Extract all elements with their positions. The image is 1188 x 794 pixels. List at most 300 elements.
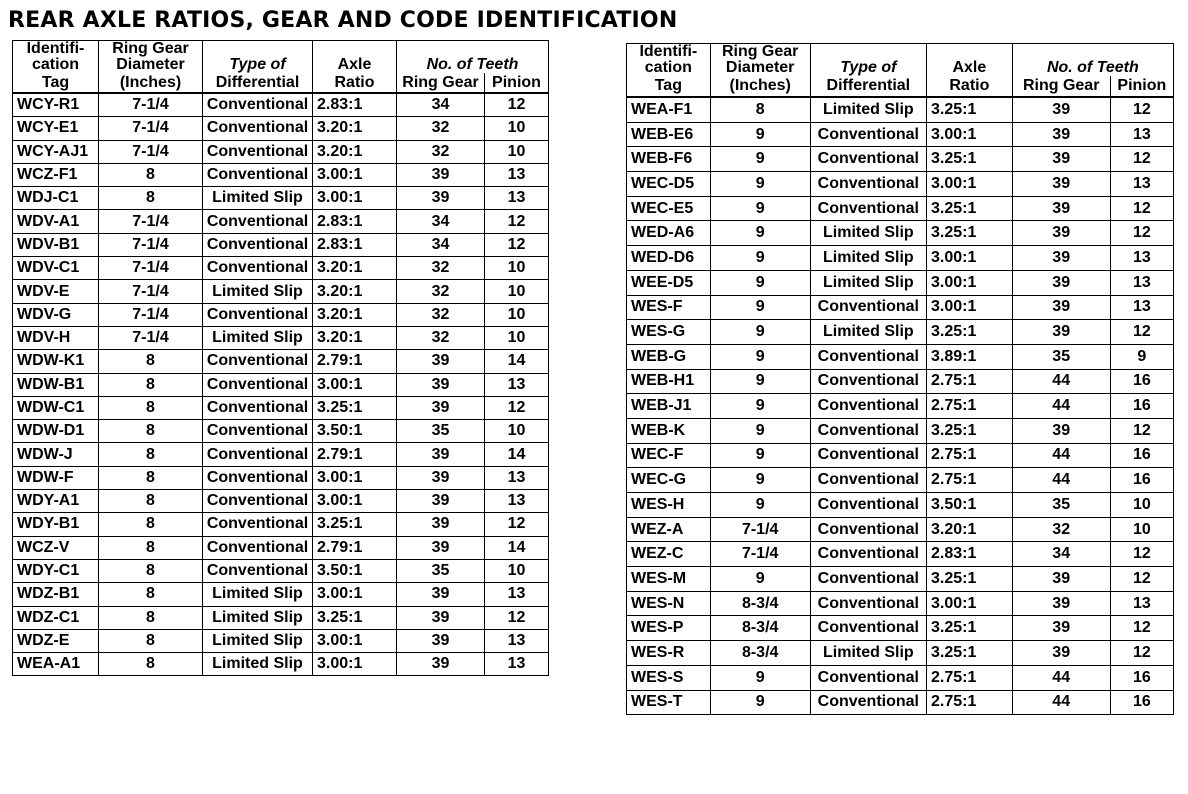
table-row [13, 396, 549, 419]
cell-pinion-teeth: 16 [1110, 665, 1173, 690]
cell-axle-ratio: 3.25:1 [927, 97, 1013, 122]
cell-pinion-teeth: 13 [485, 653, 549, 676]
cell-differential-type: Conventional [203, 257, 313, 280]
cell-pinion-teeth: 13 [1110, 122, 1173, 147]
cell-axle-ratio: 3.00:1 [313, 466, 397, 489]
cell-ring-gear-teeth: 34 [397, 210, 485, 233]
cell-ring-gear-diameter: 7-1/4 [99, 326, 203, 349]
table-row [13, 559, 549, 582]
cell-axle-ratio: 3.00:1 [927, 246, 1013, 271]
cell-ring-gear-diameter: 8 [99, 606, 203, 629]
cell-pinion-teeth: 10 [485, 303, 549, 326]
table-row [627, 690, 1174, 715]
cell-ring-gear-teeth: 39 [397, 653, 485, 676]
cell-ring-gear-teeth: 39 [397, 466, 485, 489]
cell-pinion-teeth: 12 [1110, 196, 1173, 221]
cell-ring-gear-teeth: 39 [1012, 221, 1110, 246]
cell-ring-gear-teeth: 39 [1012, 320, 1110, 345]
cell-ring-gear-diameter: 8 [99, 559, 203, 582]
cell-differential-type: Conventional [203, 163, 313, 186]
cell-ring-gear-diameter: 9 [710, 122, 810, 147]
cell-axle-ratio: 3.25:1 [927, 147, 1013, 172]
cell-pinion-teeth: 13 [1110, 246, 1173, 271]
cell-ring-gear-teeth: 39 [1012, 641, 1110, 666]
table-row [13, 443, 549, 466]
cell-axle-ratio: 3.20:1 [313, 257, 397, 280]
cell-pinion-teeth: 12 [1110, 97, 1173, 122]
cell-ring-gear-teeth: 34 [397, 93, 485, 117]
cell-pinion-teeth: 16 [1110, 369, 1173, 394]
cell-axle-ratio: 3.00:1 [927, 270, 1013, 295]
cell-ring-gear-teeth: 32 [397, 303, 485, 326]
header-type-of-differential: Type of [810, 60, 926, 76]
cell-pinion-teeth: 13 [485, 373, 549, 396]
cell-differential-type: Limited Slip [810, 270, 926, 295]
cell-id-tag: WEZ-C [627, 542, 711, 567]
cell-pinion-teeth: 13 [1110, 591, 1173, 616]
cell-ring-gear-teeth: 35 [1012, 493, 1110, 518]
cell-pinion-teeth: 12 [485, 513, 549, 536]
cell-id-tag: WDZ-C1 [13, 606, 99, 629]
cell-ring-gear-diameter: 9 [710, 665, 810, 690]
cell-axle-ratio: 2.79:1 [313, 350, 397, 373]
cell-ring-gear-diameter: 8 [99, 420, 203, 443]
cell-pinion-teeth: 10 [485, 257, 549, 280]
cell-id-tag: WDV-C1 [13, 257, 99, 280]
cell-axle-ratio: 3.00:1 [313, 187, 397, 210]
cell-ring-gear-teeth: 39 [1012, 246, 1110, 271]
cell-ring-gear-diameter: 9 [710, 394, 810, 419]
cell-pinion-teeth: 10 [1110, 493, 1173, 518]
cell-differential-type: Limited Slip [203, 280, 313, 303]
table-row [627, 97, 1174, 122]
cell-axle-ratio: 3.25:1 [927, 567, 1013, 592]
cell-ring-gear-teeth: 39 [1012, 567, 1110, 592]
cell-ring-gear-diameter: 9 [710, 418, 810, 443]
cell-axle-ratio: 3.00:1 [313, 629, 397, 652]
table-row [13, 373, 549, 396]
cell-ring-gear-teeth: 39 [397, 396, 485, 419]
cell-differential-type: Limited Slip [810, 641, 926, 666]
cell-ring-gear-teeth: 39 [397, 163, 485, 186]
cell-ring-gear-diameter: 8 [99, 396, 203, 419]
cell-id-tag: WDW-C1 [13, 396, 99, 419]
cell-ring-gear-diameter: 8 [99, 653, 203, 676]
cell-pinion-teeth: 14 [485, 443, 549, 466]
table-row [627, 172, 1174, 197]
cell-ring-gear-diameter: 9 [710, 369, 810, 394]
cell-pinion-teeth: 12 [485, 210, 549, 233]
cell-ring-gear-diameter: 9 [710, 567, 810, 592]
table-row [627, 418, 1174, 443]
cell-differential-type: Conventional [203, 117, 313, 140]
cell-id-tag: WDY-C1 [13, 559, 99, 582]
table-row [13, 629, 549, 652]
cell-ring-gear-diameter: 7-1/4 [99, 280, 203, 303]
cell-differential-type: Conventional [203, 396, 313, 419]
cell-ring-gear-diameter: 8 [710, 97, 810, 122]
cell-differential-type: Conventional [203, 490, 313, 513]
cell-ring-gear-teeth: 44 [1012, 468, 1110, 493]
cell-id-tag: WDV-A1 [13, 210, 99, 233]
table-row [627, 493, 1174, 518]
cell-id-tag: WEC-G [627, 468, 711, 493]
cell-id-tag: WES-F [627, 295, 711, 320]
cell-differential-type: Conventional [203, 513, 313, 536]
table-row [13, 466, 549, 489]
cell-axle-ratio: 3.00:1 [313, 163, 397, 186]
cell-ring-gear-teeth: 39 [397, 443, 485, 466]
cell-differential-type: Conventional [810, 517, 926, 542]
header-identification-tag: Identifi- [627, 44, 711, 61]
cell-differential-type: Limited Slip [203, 629, 313, 652]
header-no-of-teeth: No. of Teeth [397, 57, 549, 73]
header-pinion-teeth: Pinion [1110, 76, 1173, 97]
cell-differential-type: Conventional [810, 344, 926, 369]
cell-axle-ratio: 3.20:1 [313, 326, 397, 349]
cell-id-tag: WDZ-E [13, 629, 99, 652]
cell-differential-type: Limited Slip [810, 320, 926, 345]
table-row [627, 221, 1174, 246]
cell-ring-gear-teeth: 39 [397, 373, 485, 396]
cell-pinion-teeth: 10 [485, 559, 549, 582]
cell-ring-gear-diameter: 9 [710, 147, 810, 172]
cell-ring-gear-teeth: 35 [1012, 344, 1110, 369]
cell-ring-gear-diameter: 8-3/4 [710, 616, 810, 641]
cell-ring-gear-teeth: 32 [397, 326, 485, 349]
cell-differential-type: Conventional [810, 468, 926, 493]
axle-ratio-table-right [626, 43, 1174, 715]
cell-ring-gear-teeth: 39 [1012, 591, 1110, 616]
cell-id-tag: WEA-F1 [627, 97, 711, 122]
cell-id-tag: WES-M [627, 567, 711, 592]
cell-differential-type: Conventional [203, 233, 313, 256]
cell-differential-type: Conventional [810, 172, 926, 197]
cell-ring-gear-teeth: 39 [1012, 616, 1110, 641]
table-header: Identifi- Ring Gear cation Diameter Type of Axle No. of Teeth Tag (Inches) Differential Ratio Ring Gear Pinion [627, 44, 1174, 98]
cell-id-tag: WED-D6 [627, 246, 711, 271]
cell-ring-gear-diameter: 9 [710, 295, 810, 320]
cell-ring-gear-diameter: 9 [710, 443, 810, 468]
cell-ring-gear-diameter: 7-1/4 [99, 93, 203, 117]
table-row [13, 233, 549, 256]
table-row [627, 344, 1174, 369]
cell-ring-gear-teeth: 39 [397, 536, 485, 559]
cell-differential-type: Conventional [203, 420, 313, 443]
cell-axle-ratio: 2.83:1 [313, 93, 397, 117]
cell-pinion-teeth: 12 [485, 233, 549, 256]
cell-ring-gear-diameter: 9 [710, 246, 810, 271]
cell-id-tag: WEC-D5 [627, 172, 711, 197]
cell-pinion-teeth: 10 [485, 117, 549, 140]
table-body [13, 93, 549, 676]
cell-ring-gear-teeth: 32 [1012, 517, 1110, 542]
cell-differential-type: Conventional [810, 295, 926, 320]
cell-differential-type: Conventional [810, 122, 926, 147]
cell-ring-gear-diameter: 8 [99, 163, 203, 186]
header-axle-ratio: Axle [313, 57, 397, 73]
cell-differential-type: Limited Slip [810, 246, 926, 271]
table-row [627, 641, 1174, 666]
table-row [13, 117, 549, 140]
cell-pinion-teeth: 10 [485, 420, 549, 443]
cell-ring-gear-diameter: 7-1/4 [99, 303, 203, 326]
cell-pinion-teeth: 12 [1110, 616, 1173, 641]
table-row [627, 320, 1174, 345]
cell-id-tag: WEB-K [627, 418, 711, 443]
table-row [13, 93, 549, 117]
table-row [627, 542, 1174, 567]
table-row [627, 122, 1174, 147]
cell-id-tag: WEE-D5 [627, 270, 711, 295]
cell-ring-gear-teeth: 39 [397, 513, 485, 536]
cell-axle-ratio: 3.00:1 [313, 583, 397, 606]
cell-differential-type: Conventional [810, 542, 926, 567]
cell-ring-gear-diameter: 8-3/4 [710, 641, 810, 666]
table-row [13, 210, 549, 233]
table-row [627, 616, 1174, 641]
cell-axle-ratio: 2.83:1 [313, 210, 397, 233]
cell-pinion-teeth: 13 [485, 490, 549, 513]
cell-differential-type: Conventional [203, 373, 313, 396]
cell-id-tag: WCY-R1 [13, 93, 99, 117]
cell-ring-gear-diameter: 7-1/4 [99, 233, 203, 256]
cell-ring-gear-diameter: 8 [99, 490, 203, 513]
cell-id-tag: WES-H [627, 493, 711, 518]
header-ring-gear-teeth: Ring Gear [1012, 76, 1110, 97]
cell-axle-ratio: 2.75:1 [927, 369, 1013, 394]
cell-ring-gear-diameter: 9 [710, 196, 810, 221]
cell-pinion-teeth: 13 [485, 187, 549, 210]
cell-axle-ratio: 3.00:1 [927, 122, 1013, 147]
cell-ring-gear-diameter: 8 [99, 629, 203, 652]
cell-id-tag: WDV-B1 [13, 233, 99, 256]
cell-differential-type: Conventional [203, 466, 313, 489]
cell-id-tag: WEC-E5 [627, 196, 711, 221]
cell-id-tag: WDW-K1 [13, 350, 99, 373]
cell-pinion-teeth: 13 [485, 466, 549, 489]
cell-id-tag: WDW-B1 [13, 373, 99, 396]
cell-ring-gear-diameter: 8 [99, 466, 203, 489]
cell-id-tag: WEZ-A [627, 517, 711, 542]
table-row [627, 517, 1174, 542]
cell-id-tag: WDW-J [13, 443, 99, 466]
cell-differential-type: Conventional [203, 536, 313, 559]
cell-differential-type: Limited Slip [810, 97, 926, 122]
cell-pinion-teeth: 13 [1110, 172, 1173, 197]
cell-ring-gear-teeth: 32 [397, 140, 485, 163]
header-type-of-differential: Type of [203, 57, 313, 73]
cell-ring-gear-diameter: 8 [99, 583, 203, 606]
cell-pinion-teeth: 12 [1110, 320, 1173, 345]
cell-ring-gear-diameter: 9 [710, 468, 810, 493]
page-title: REAR AXLE RATIOS, GEAR AND CODE IDENTIFICATION [8, 8, 678, 33]
cell-differential-type: Limited Slip [810, 221, 926, 246]
table-row [13, 536, 549, 559]
cell-ring-gear-diameter: 8 [99, 443, 203, 466]
table-row [13, 326, 549, 349]
cell-differential-type: Conventional [810, 690, 926, 715]
cell-axle-ratio: 2.79:1 [313, 443, 397, 466]
cell-pinion-teeth: 10 [485, 140, 549, 163]
table-row [627, 591, 1174, 616]
cell-ring-gear-diameter: 8 [99, 350, 203, 373]
cell-id-tag: WDZ-B1 [13, 583, 99, 606]
cell-ring-gear-teeth: 32 [397, 280, 485, 303]
cell-ring-gear-diameter: 7-1/4 [99, 140, 203, 163]
cell-pinion-teeth: 10 [1110, 517, 1173, 542]
cell-differential-type: Conventional [810, 567, 926, 592]
cell-id-tag: WED-A6 [627, 221, 711, 246]
cell-ring-gear-teeth: 39 [397, 606, 485, 629]
cell-id-tag: WES-N [627, 591, 711, 616]
cell-id-tag: WCY-AJ1 [13, 140, 99, 163]
cell-axle-ratio: 3.25:1 [927, 196, 1013, 221]
table-row [13, 420, 549, 443]
table-row [13, 653, 549, 676]
cell-axle-ratio: 3.00:1 [927, 172, 1013, 197]
table-row [13, 303, 549, 326]
cell-id-tag: WEB-E6 [627, 122, 711, 147]
cell-id-tag: WCZ-F1 [13, 163, 99, 186]
cell-differential-type: Conventional [203, 559, 313, 582]
cell-ring-gear-teeth: 39 [1012, 97, 1110, 122]
header-identification-tag: Identifi- [13, 41, 99, 58]
cell-differential-type: Conventional [810, 196, 926, 221]
cell-id-tag: WDY-B1 [13, 513, 99, 536]
cell-ring-gear-diameter: 7-1/4 [710, 517, 810, 542]
header-ring-gear-diameter: Ring Gear [710, 44, 810, 61]
cell-differential-type: Conventional [810, 147, 926, 172]
table-row [13, 606, 549, 629]
axle-ratio-table-left [12, 40, 549, 676]
cell-ring-gear-diameter: 9 [710, 172, 810, 197]
cell-axle-ratio: 3.25:1 [927, 641, 1013, 666]
header-axle-ratio: Axle [927, 60, 1013, 76]
cell-ring-gear-teeth: 44 [1012, 394, 1110, 419]
cell-pinion-teeth: 14 [485, 536, 549, 559]
table-row [627, 147, 1174, 172]
cell-pinion-teeth: 14 [485, 350, 549, 373]
cell-ring-gear-diameter: 7-1/4 [99, 257, 203, 280]
cell-axle-ratio: 3.25:1 [927, 616, 1013, 641]
table-row [627, 196, 1174, 221]
cell-axle-ratio: 3.25:1 [313, 513, 397, 536]
cell-pinion-teeth: 12 [485, 396, 549, 419]
cell-ring-gear-teeth: 44 [1012, 665, 1110, 690]
cell-pinion-teeth: 12 [1110, 542, 1173, 567]
cell-ring-gear-diameter: 9 [710, 270, 810, 295]
cell-id-tag: WCY-E1 [13, 117, 99, 140]
cell-pinion-teeth: 13 [485, 163, 549, 186]
cell-axle-ratio: 2.79:1 [313, 536, 397, 559]
cell-pinion-teeth: 13 [1110, 270, 1173, 295]
table-row [627, 665, 1174, 690]
header-ring-gear-diameter: Ring Gear [99, 41, 203, 58]
cell-differential-type: Conventional [810, 493, 926, 518]
cell-id-tag: WEB-G [627, 344, 711, 369]
cell-axle-ratio: 3.00:1 [313, 653, 397, 676]
cell-axle-ratio: 3.00:1 [313, 490, 397, 513]
cell-id-tag: WEB-H1 [627, 369, 711, 394]
table-row [627, 246, 1174, 271]
cell-axle-ratio: 2.75:1 [927, 394, 1013, 419]
table-row [13, 583, 549, 606]
cell-differential-type: Conventional [203, 140, 313, 163]
cell-axle-ratio: 2.75:1 [927, 665, 1013, 690]
cell-axle-ratio: 3.89:1 [927, 344, 1013, 369]
cell-axle-ratio: 3.20:1 [313, 140, 397, 163]
table-body [627, 97, 1174, 715]
cell-differential-type: Limited Slip [203, 653, 313, 676]
cell-differential-type: Conventional [203, 350, 313, 373]
cell-differential-type: Conventional [810, 394, 926, 419]
header-ring-gear-teeth: Ring Gear [397, 73, 485, 93]
cell-axle-ratio: 3.25:1 [927, 221, 1013, 246]
cell-pinion-teeth: 12 [485, 606, 549, 629]
cell-ring-gear-teeth: 32 [397, 257, 485, 280]
cell-differential-type: Limited Slip [203, 326, 313, 349]
cell-ring-gear-teeth: 44 [1012, 443, 1110, 468]
header-pinion-teeth: Pinion [485, 73, 549, 93]
cell-ring-gear-teeth: 39 [1012, 418, 1110, 443]
cell-ring-gear-teeth: 44 [1012, 369, 1110, 394]
cell-axle-ratio: 2.83:1 [927, 542, 1013, 567]
cell-axle-ratio: 3.20:1 [313, 280, 397, 303]
cell-ring-gear-teeth: 39 [397, 629, 485, 652]
cell-id-tag: WDV-H [13, 326, 99, 349]
cell-ring-gear-diameter: 9 [710, 344, 810, 369]
table-row [13, 257, 549, 280]
cell-pinion-teeth: 12 [485, 93, 549, 117]
cell-axle-ratio: 3.20:1 [313, 117, 397, 140]
table-row [13, 187, 549, 210]
table-row [13, 163, 549, 186]
cell-axle-ratio: 3.00:1 [927, 295, 1013, 320]
cell-differential-type: Conventional [203, 93, 313, 117]
cell-id-tag: WDW-D1 [13, 420, 99, 443]
cell-id-tag: WDV-E [13, 280, 99, 303]
table-row [13, 490, 549, 513]
cell-axle-ratio: 3.00:1 [313, 373, 397, 396]
cell-ring-gear-diameter: 7-1/4 [99, 117, 203, 140]
cell-ring-gear-diameter: 8 [99, 513, 203, 536]
cell-differential-type: Conventional [810, 369, 926, 394]
table-row [627, 468, 1174, 493]
cell-id-tag: WES-R [627, 641, 711, 666]
cell-differential-type: Conventional [810, 591, 926, 616]
cell-ring-gear-diameter: 9 [710, 690, 810, 715]
table-row [13, 513, 549, 536]
cell-ring-gear-teeth: 39 [1012, 295, 1110, 320]
cell-pinion-teeth: 12 [1110, 418, 1173, 443]
table-row [627, 567, 1174, 592]
cell-axle-ratio: 3.20:1 [927, 517, 1013, 542]
cell-id-tag: WEA-A1 [13, 653, 99, 676]
cell-differential-type: Conventional [810, 616, 926, 641]
cell-axle-ratio: 3.25:1 [313, 396, 397, 419]
cell-differential-type: Conventional [203, 303, 313, 326]
cell-axle-ratio: 3.50:1 [927, 493, 1013, 518]
cell-ring-gear-teeth: 34 [397, 233, 485, 256]
cell-axle-ratio: 2.75:1 [927, 690, 1013, 715]
cell-ring-gear-teeth: 44 [1012, 690, 1110, 715]
cell-id-tag: WDJ-C1 [13, 187, 99, 210]
header-no-of-teeth: No. of Teeth [1012, 60, 1173, 76]
cell-differential-type: Conventional [203, 210, 313, 233]
cell-differential-type: Conventional [810, 418, 926, 443]
cell-ring-gear-teeth: 39 [1012, 147, 1110, 172]
